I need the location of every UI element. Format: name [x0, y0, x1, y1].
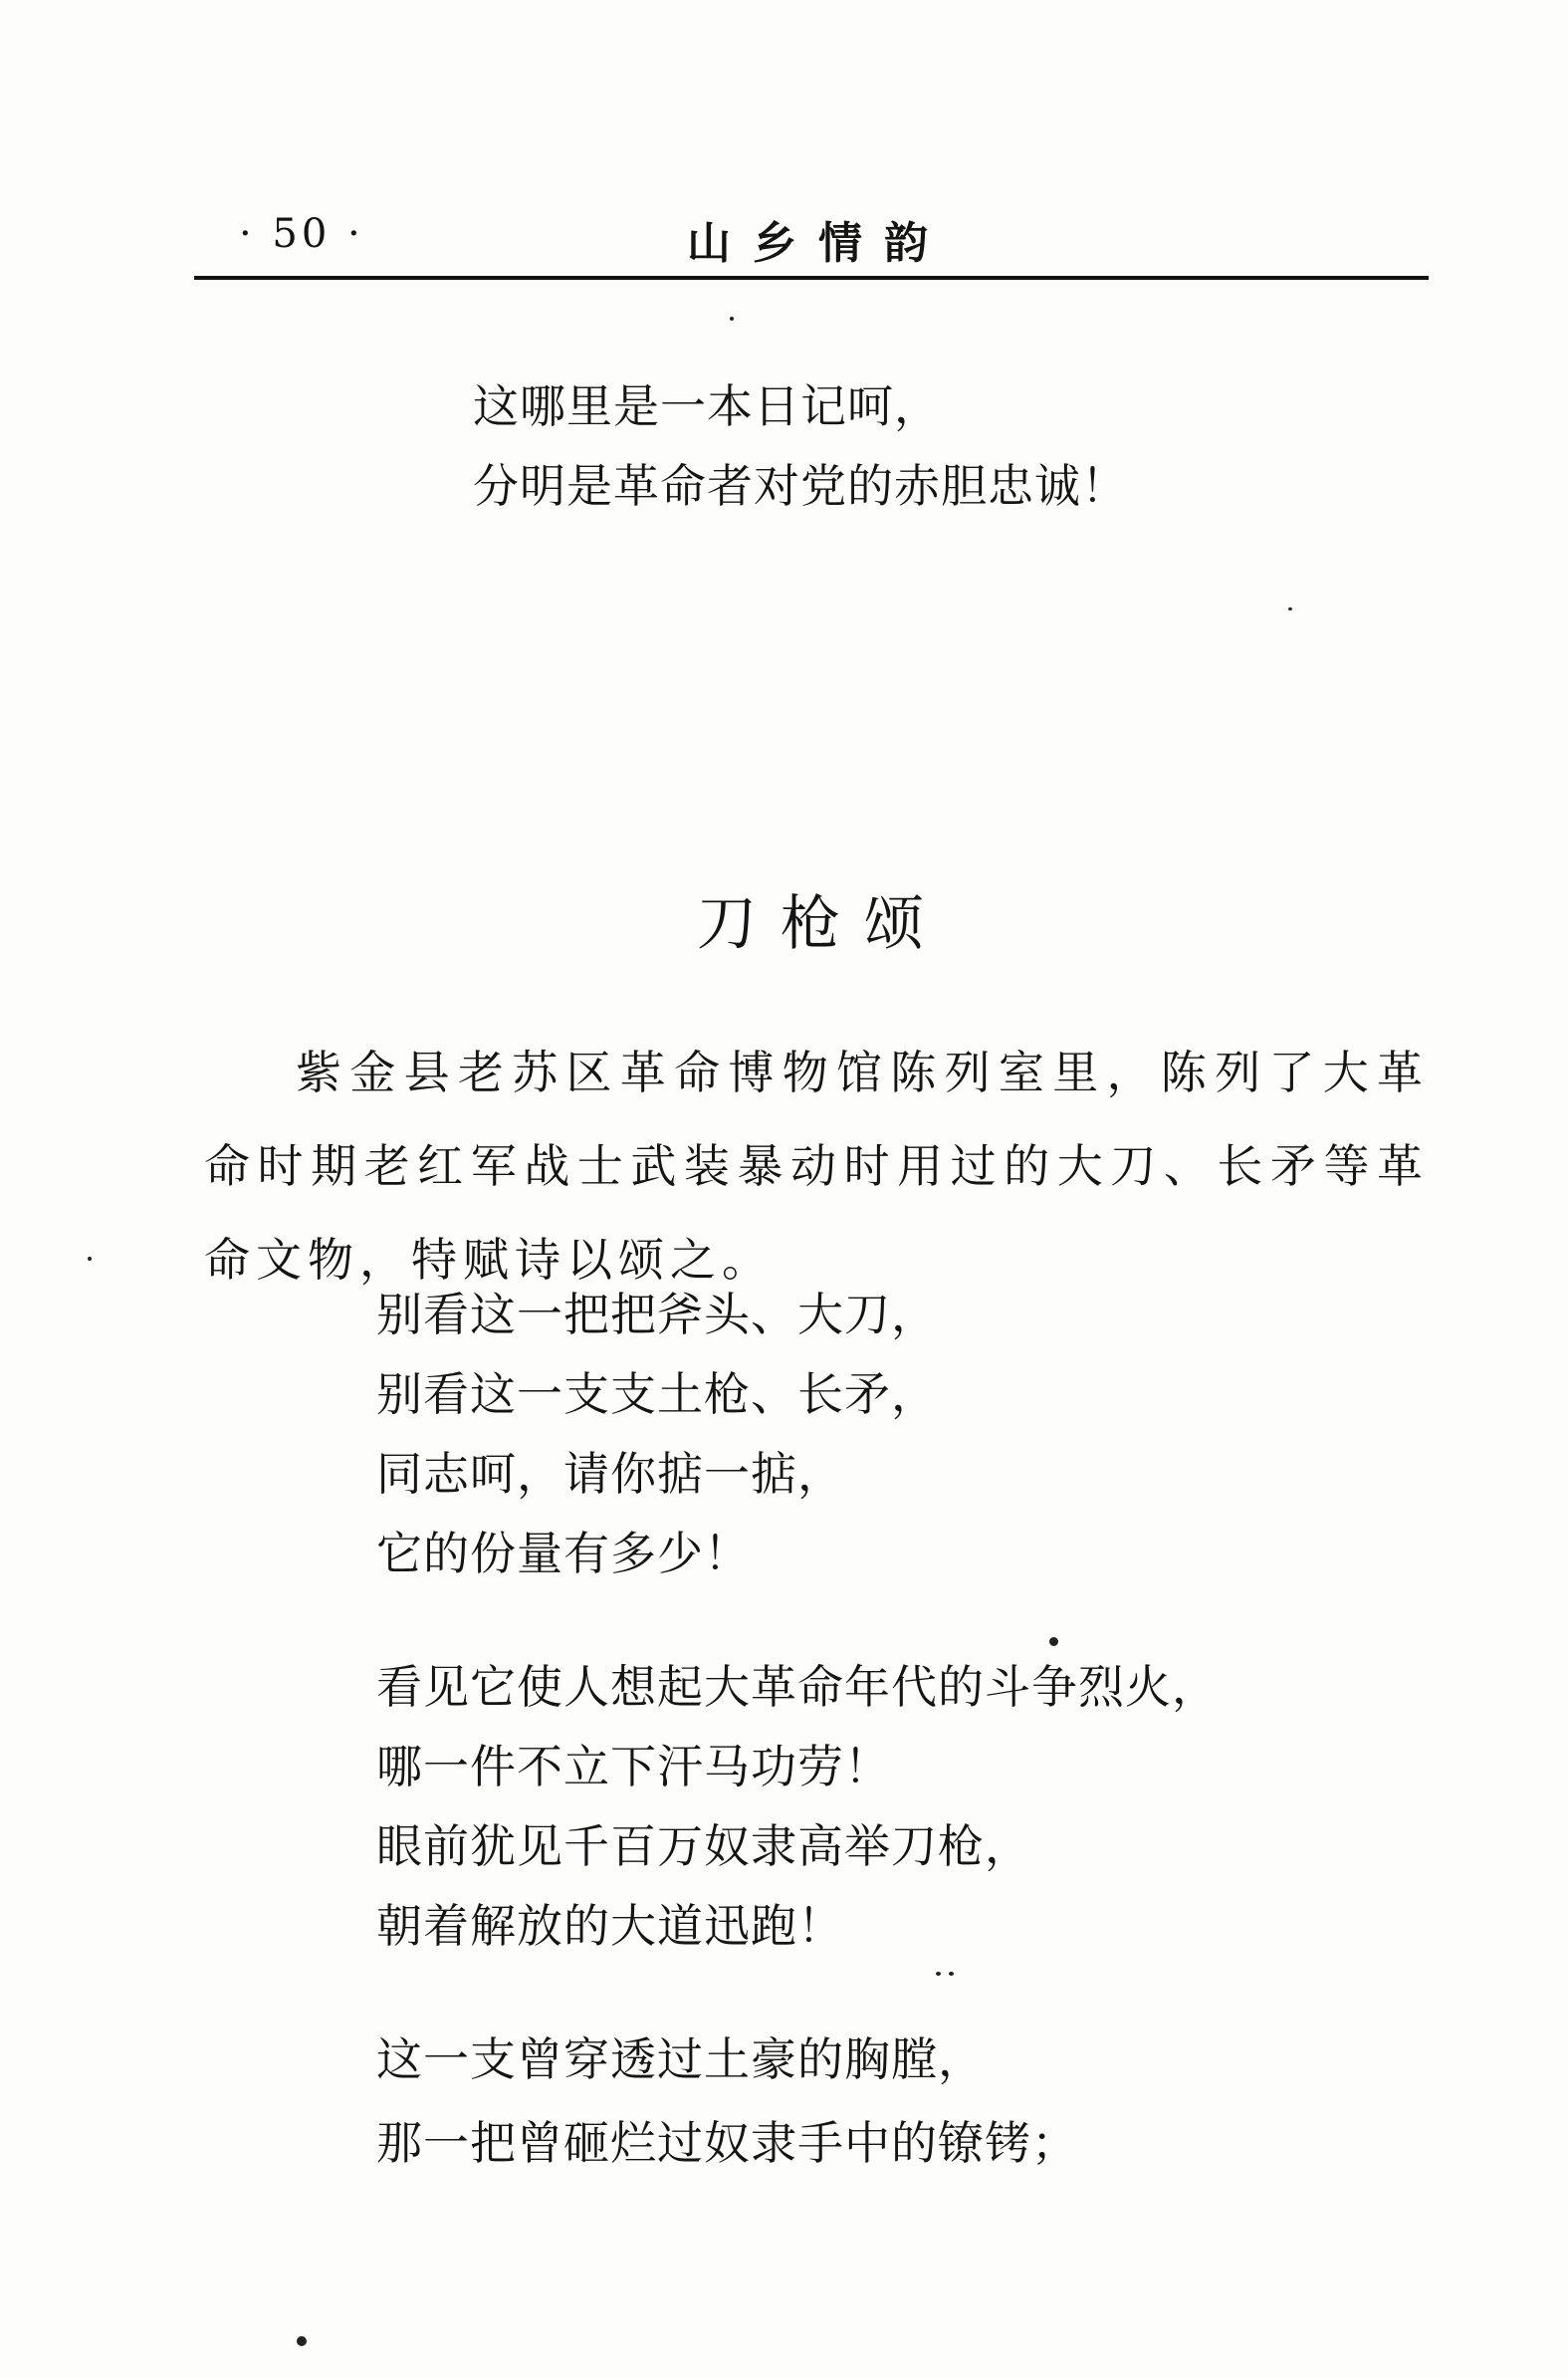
poem-intro: 紫金县老苏区革命博物馆陈列室里，陈列了大革命时期老红军战士武装暴动时用过的大刀、长矛等革命文物，特赋诗以颂之。: [204, 1046, 1429, 1287]
previous-poem-line: 这哪里是一本日记呵，: [473, 379, 941, 433]
poem-line: 眼前犹见千百万奴隶高举刀枪，: [376, 1819, 1031, 1873]
scan-speck: [949, 1972, 954, 1976]
poem-line: 同志呵，请你掂一掂，: [376, 1447, 844, 1501]
scan-speck: [936, 1972, 941, 1976]
scan-speck: [730, 317, 734, 321]
scan-speck: [1288, 607, 1292, 610]
poem-line: 别看这一支支土枪、长矛，: [376, 1367, 938, 1421]
poem-line: 这一支曾穿透过土豪的胸膛，: [376, 2032, 985, 2086]
previous-poem-line: 分明是革命者对党的赤胆忠诚！: [473, 459, 1128, 513]
poem-line: 它的份量有多少！: [376, 1527, 751, 1580]
scan-speck: [1049, 1637, 1058, 1646]
scan-speck: [297, 2336, 307, 2346]
header-divider: [194, 276, 1429, 280]
poem-line: 别看这一把把斧头、大刀，: [376, 1288, 938, 1341]
running-header-title: 山乡情韵: [687, 218, 950, 269]
page-number: · 50 ·: [239, 211, 364, 257]
poem-line: 看见它使人想起大革命年代的斗争烈火，: [376, 1660, 1219, 1714]
poem-title: 刀枪颂: [697, 889, 948, 959]
poem-line: 哪一件不立下汗马功劳！: [376, 1740, 891, 1793]
scan-speck: [88, 1257, 92, 1261]
poem-line: 那一把曾砸烂过奴隶手中的镣铐；: [376, 2116, 1078, 2170]
poem-line: 朝着解放的大道迅跑！: [376, 1899, 844, 1953]
